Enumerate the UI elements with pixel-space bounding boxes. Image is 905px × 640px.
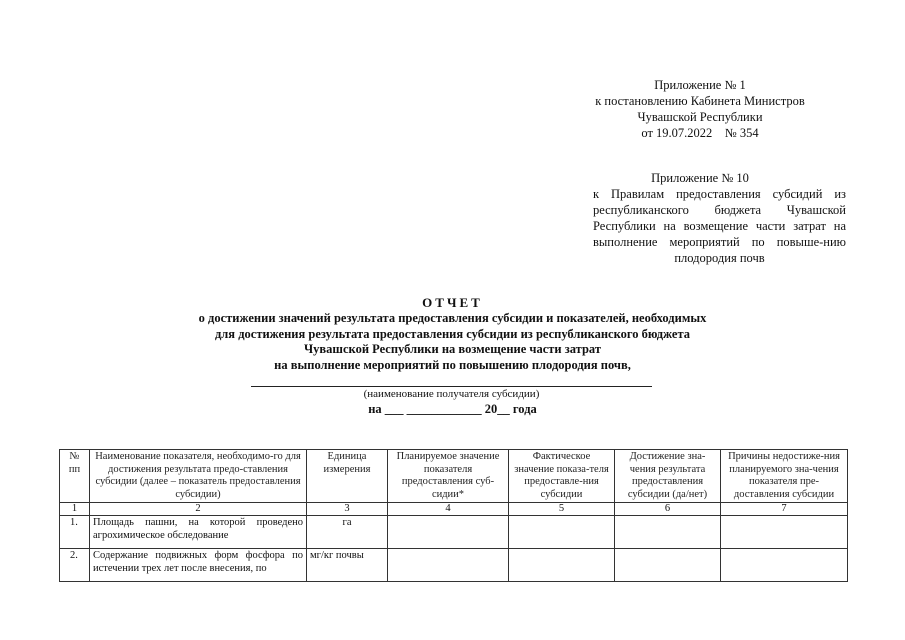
row-planned-value xyxy=(388,549,509,582)
header-reasons: Причины недостиже-ния планируемого зна-чения показателя пре-доставления субсидии xyxy=(721,450,848,503)
report-subtitle-line: для достижения результата предоставления субсидии из республиканского бюджета xyxy=(214,326,691,341)
table-row xyxy=(60,516,848,549)
recipient-caption: (наименование получателя субсидии) xyxy=(363,388,540,400)
recipient-name-line xyxy=(251,386,652,387)
row-achievement xyxy=(615,549,721,582)
table-row xyxy=(60,549,848,582)
row-reasons xyxy=(721,516,848,549)
column-number: 6 xyxy=(615,503,721,516)
report-subtitle-line: о достижении значений результата предоставления субсидии и показателей, необходимых xyxy=(198,311,707,325)
indicators-table xyxy=(59,449,848,582)
report-subtitle-line: Чувашской Республики на возмещение части затрат xyxy=(304,342,601,356)
row-actual-value xyxy=(509,549,615,582)
row-actual-value xyxy=(509,516,615,549)
appendix-1-line: Приложение № 1 xyxy=(654,78,746,92)
table-header-row xyxy=(60,450,848,503)
header-planned-value: Планируемое значение показателя предоставления суб-сидии* xyxy=(388,450,509,503)
row-indicator-name: Содержание подвижных форм фосфора по истечении трех лет после внесения, по xyxy=(90,549,307,582)
row-unit: мг/кг почвы xyxy=(307,549,388,582)
header-indicator-name: Наименование показателя, необходимо-го для достижения результата предо-ставления субсидии (далее – показатель предоставления субсидии) xyxy=(90,450,307,503)
report-title: ОТЧЕТ xyxy=(422,295,483,310)
column-number: 4 xyxy=(388,503,509,516)
appendix-1-line: от 19.07.2022 № 354 xyxy=(641,126,759,140)
column-number: 5 xyxy=(509,503,615,516)
column-number-row xyxy=(60,503,848,516)
appendix-10-title: Приложение № 10 xyxy=(651,171,749,185)
row-number: 1. xyxy=(60,516,90,549)
row-number: 2. xyxy=(60,549,90,582)
column-number: 2 xyxy=(90,503,307,516)
appendix-10-body: к Правилам предоставления субсидий из республиканского бюджета Чувашской Республики на возмещение части затрат на выполнение мероприятий по повыше-нию плодородия почв xyxy=(593,187,846,265)
report-subtitle-line: на выполнение мероприятий по повышению плодородия почв, xyxy=(274,357,631,372)
row-unit: га xyxy=(307,516,388,549)
appendix-1-line: к постановлению Кабинета Министров xyxy=(595,94,805,108)
row-planned-value xyxy=(388,516,509,549)
header-number: № пп xyxy=(60,450,90,503)
appendix-1-block xyxy=(560,77,840,141)
header-achievement: Достижение зна-чения результата предоставления субсидии (да/нет) xyxy=(615,450,721,503)
report-period: на ___ ____________ 20__ года xyxy=(368,402,537,416)
report-subtitle xyxy=(100,311,805,373)
column-number: 1 xyxy=(60,503,90,516)
column-number: 3 xyxy=(307,503,388,516)
row-indicator-name: Площадь пашни, на которой проведено агрохимическое обследование xyxy=(90,516,307,549)
header-unit: Единица измерения xyxy=(307,450,388,503)
header-actual-value: Фактическое значение показа-теля предоставле-ния субсидии xyxy=(509,450,615,503)
row-reasons xyxy=(721,549,848,582)
appendix-1-line: Чувашской Республики xyxy=(637,110,763,124)
row-achievement xyxy=(615,516,721,549)
column-number: 7 xyxy=(721,503,848,516)
